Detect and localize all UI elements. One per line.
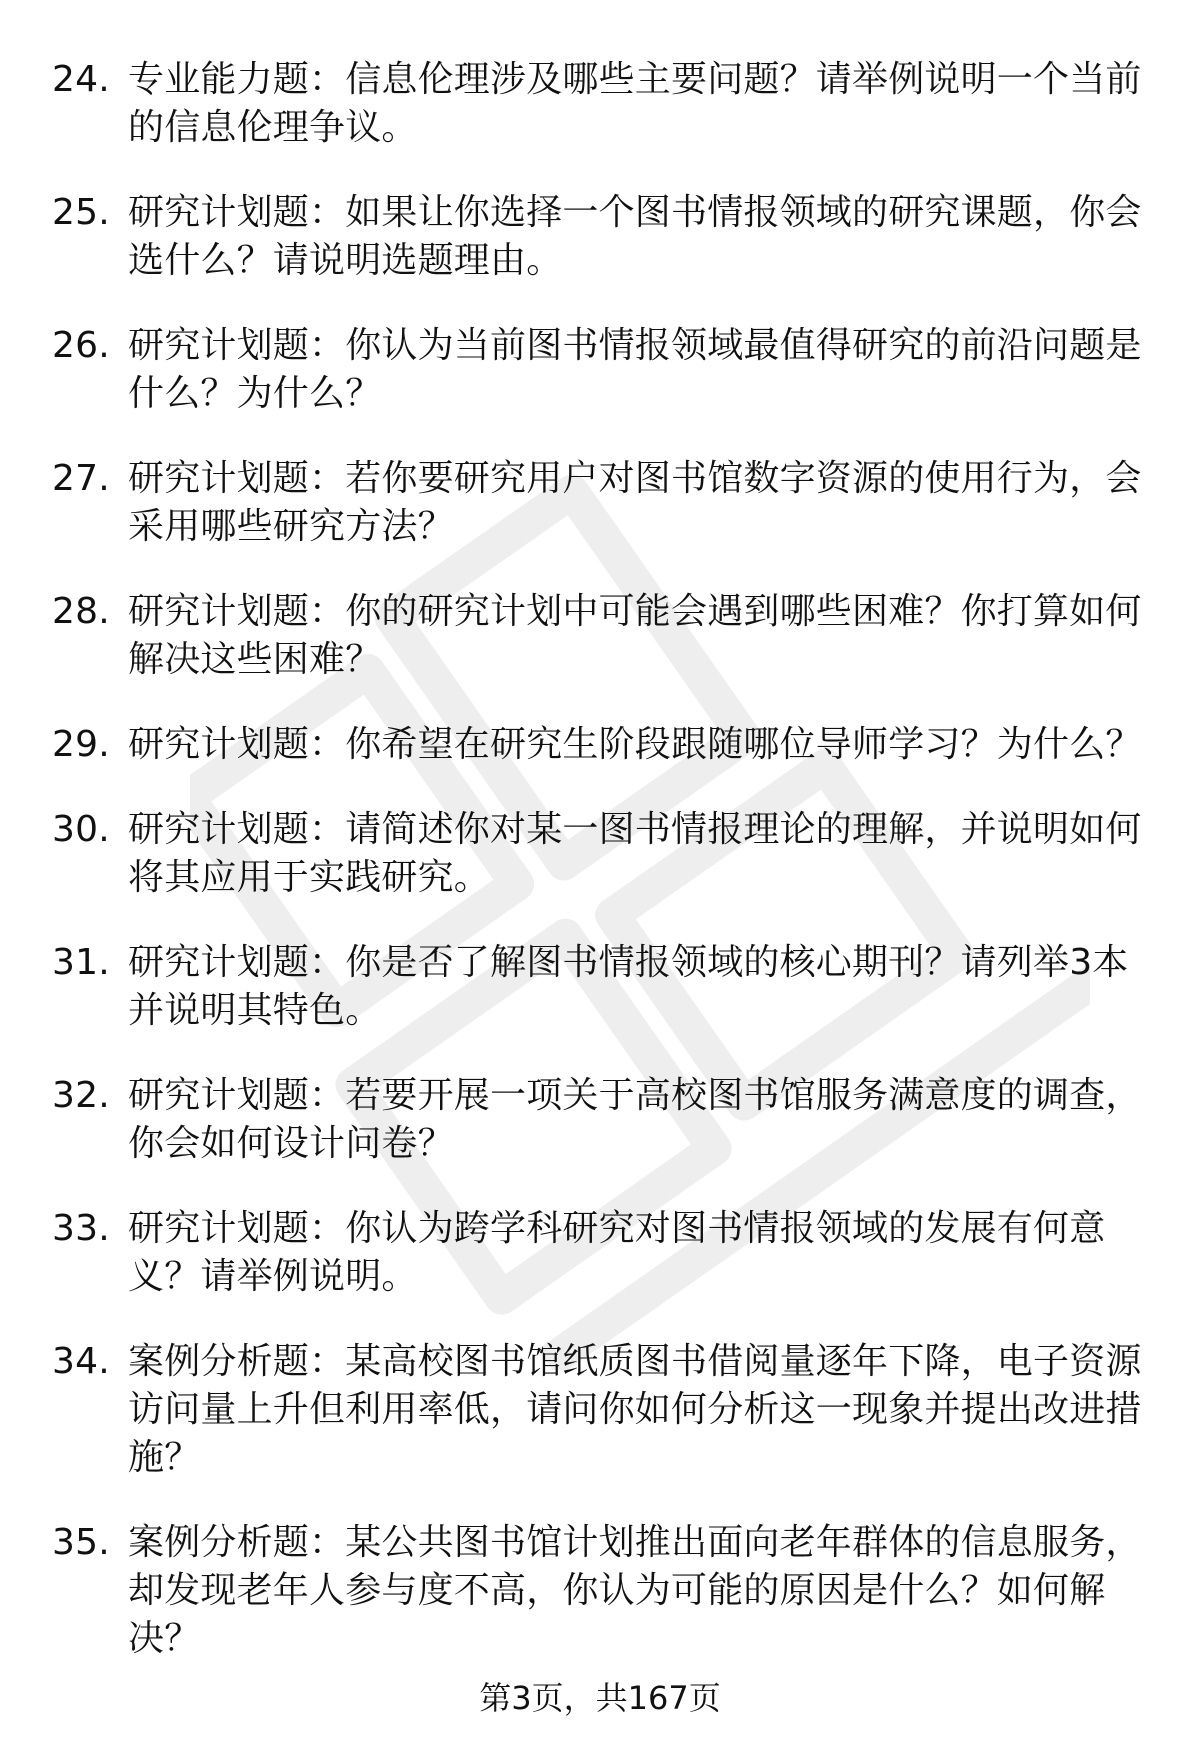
question-text: 研究计划题：请简述你对某一图书情报理论的理解，并说明如何将其应用于实践研究。	[128, 809, 1142, 898]
question-item	[0, 588, 1200, 684]
question-number: 31.	[52, 942, 110, 983]
question-number: 28.	[52, 591, 110, 632]
question-text: 研究计划题：若要开展一项关于高校图书馆服务满意度的调查，你会如何设计问卷？	[128, 1075, 1142, 1164]
question-item	[0, 1072, 1200, 1168]
question-number: 29.	[52, 724, 110, 765]
question-list	[0, 56, 1200, 1700]
question-number: 25.	[52, 192, 110, 233]
question-item	[0, 1205, 1200, 1301]
question-text: 研究计划题：若你要研究用户对图书馆数字资源的使用行为，会采用哪些研究方法？	[128, 458, 1142, 547]
question-item	[0, 939, 1200, 1035]
question-number: 33.	[52, 1208, 110, 1249]
question-item	[0, 56, 1200, 152]
question-item	[0, 721, 1200, 769]
question-number: 27.	[52, 458, 110, 499]
question-item	[0, 1519, 1200, 1663]
question-text: 案例分析题：某公共图书馆计划推出面向老年群体的信息服务，却发现老年人参与度不高，你认为可能的原因是什么？如何解决？	[128, 1522, 1142, 1659]
question-item	[0, 455, 1200, 551]
question-item	[0, 322, 1200, 418]
question-number: 35.	[52, 1522, 110, 1563]
question-number: 24.	[52, 59, 110, 100]
page-footer: 第3页，共167页	[479, 1679, 721, 1717]
question-text: 研究计划题：你希望在研究生阶段跟随哪位导师学习？为什么？	[128, 724, 1142, 765]
question-item	[0, 806, 1200, 902]
question-number: 30.	[52, 809, 110, 850]
question-text: 研究计划题：你的研究计划中可能会遇到哪些困难？你打算如何解决这些困难？	[128, 591, 1142, 680]
question-text: 研究计划题：你认为跨学科研究对图书情报领域的发展有何意义？请举例说明。	[128, 1208, 1106, 1297]
question-text: 案例分析题：某高校图书馆纸质图书借阅量逐年下降，电子资源访问量上升但利用率低，请问你如何分析这一现象并提出改进措施？	[128, 1341, 1142, 1478]
question-text: 研究计划题：你认为当前图书情报领域最值得研究的前沿问题是什么？为什么？	[128, 325, 1142, 414]
question-text: 研究计划题：你是否了解图书情报领域的核心期刊？请列举3本并说明其特色。	[128, 942, 1129, 1031]
question-number: 32.	[52, 1075, 110, 1116]
question-item	[0, 189, 1200, 285]
question-number: 34.	[52, 1341, 110, 1382]
question-text: 研究计划题：如果让你选择一个图书情报领域的研究课题，你会选什么？请说明选题理由。	[128, 192, 1142, 281]
question-text: 专业能力题：信息伦理涉及哪些主要问题？请举例说明一个当前的信息伦理争议。	[128, 59, 1142, 148]
question-item	[0, 1338, 1200, 1482]
question-number: 26.	[52, 325, 110, 366]
